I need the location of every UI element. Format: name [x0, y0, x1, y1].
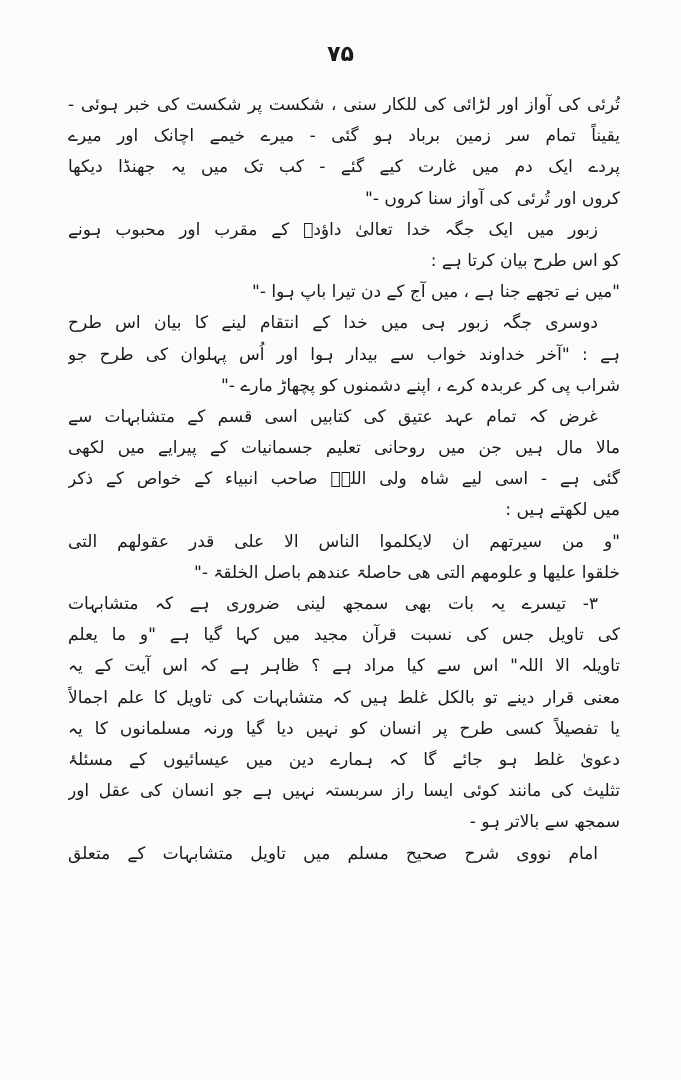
text-line: ہے : "آخر خداوند خواب سے بیدار ہوا اور اُس پہلوان کی طرح جو — [68, 344, 620, 365]
text-line: زبور میں ایک جگہ خدا تعالیٰ داؤدؑ کے مقرب اور محبوب ہونے — [68, 219, 598, 240]
text-line: یقیناً تمام سر زمین برباد ہو گئی - میرے خیمے اچانک اور میرے — [68, 126, 620, 147]
text-line: گئی ہے - اسی لیے شاہ ولی اللہؒ صاحب انبیاء کے خواص کے ذکر — [68, 469, 620, 490]
text-line: ۳- تیسرے یہ بات بھی سمجھ لینی ضروری ہے کہ متشابہات — [68, 594, 598, 614]
text-line: مالا مال ہیں جن میں روحانی تعلیم جسمانیات کے پیرایے میں لکھی — [68, 438, 620, 459]
text-line: تُرئی کی آواز اور لڑائی کی للکار سنی ، شکست پر شکست کی خبر ہوئی - — [68, 95, 620, 115]
quote-line: خلقوا علیھا و علومھم التی ھی حاصلۃ عندھم باصل الخلقۃ -" — [194, 562, 620, 583]
text-line: پردے ایک دم میں غارت کیے گئے - کب تک میں یہ جھنڈا دیکھا — [68, 157, 620, 178]
text-line: امام نووی شرح صحیح مسلم میں تاویل متشابہات کے متعلق — [68, 843, 598, 864]
text-line: یا تفصیلاً کسی طرح پر انسان کو نہیں دیا گیا ورنہ مسلمانوں کا یہ — [68, 718, 620, 739]
text-line: کی تاویل جس کی نسبت قرآن مجید میں کہا گیا ہے "و ما یعلم — [68, 625, 620, 646]
text-line: تثلیث کی مانند کوئی ایسا راز سربستہ نہیں ہے جو انسان کی عقل اور — [68, 781, 620, 802]
text-line: کو اس طرح بیان کرتا ہے : — [430, 250, 620, 271]
quote-line: "و من سیرتھم ان لایکلموا الناس الا علی قدر عقولھم التی — [68, 531, 620, 552]
page-text-block — [68, 90, 620, 870]
text-line: دعویٰ غلط ہو جائے گا کہ ہمارے دین میں عیسائیوں کے مسئلۂ — [68, 749, 620, 770]
page-number: ۷۵ — [327, 42, 354, 67]
text-line: سمجھ سے بالاتر ہو - — [469, 812, 620, 833]
text-line: غرض کہ تمام عہد عتیق کی کتابیں اسی قسم کے متشابہات سے — [68, 406, 598, 427]
text-line: شراب پی کر عربدہ کرے ، اپنے دشمنوں کو پچھاڑ مارے -" — [220, 375, 620, 396]
text-line: معنی قرار دینے تو بالکل غلط ہیں کہ متشابہات کی تاویل کا علم اجمالاً — [68, 687, 620, 708]
text-line: دوسری جگہ زبور ہی میں خدا کے انتقام لینے کا بیان اس طرح — [68, 313, 598, 334]
quote-line: "میں نے تجھے جنا ہے ، میں آج کے دن تیرا باپ ہوا -" — [252, 282, 620, 303]
text-line: تاویلہ الا اللہ" اس سے کیا مراد ہے ؟ ظاہر ہے کہ اس آیت کے یہ — [68, 656, 620, 677]
text-line: کروں اور تُرئی کی آواز سنا کروں -" — [365, 188, 620, 209]
text-line: میں لکھتے ہیں : — [505, 500, 620, 521]
